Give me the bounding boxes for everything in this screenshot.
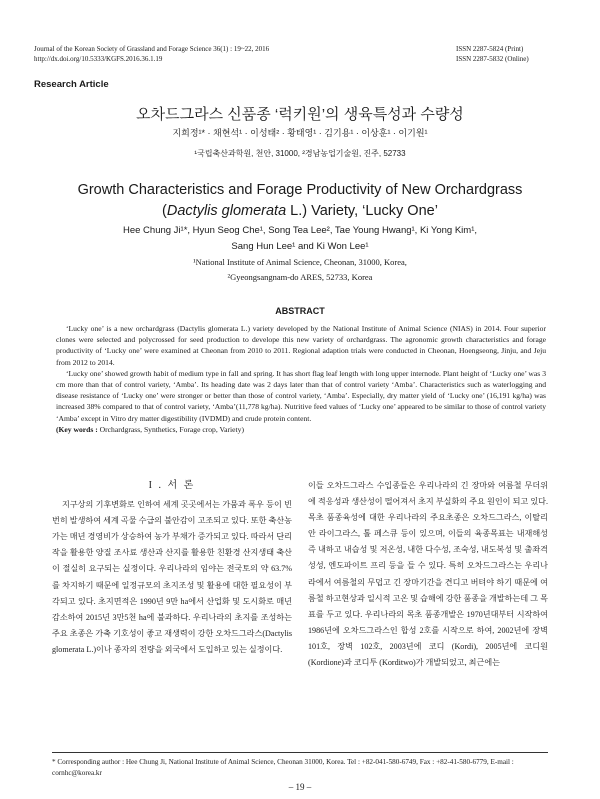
abstract-paragraph-2: ‘Lucky one’ showed growth habit of medium type in fall and spring. It has short flag leaf length with long upper internode. Plant height of ‘Lucky one’ was 3 cm more than that of control variety, ‘Amba’. Its heading date was 2 days later than that of control variety ‘Amba’. Characteristics such as waterlogging and disease resistance of ‘Lucky one’ were stronger or better than those of control variety, ‘Amba’. Especially, dry matter yield of ‘Lucky one’ (16,191 kg/ha) was increased 38% compared to that of control variety, ‘Amba’(11,778 kg/ha). Nutritive feed values of ‘Lucky one’ appeared to be similar to those of control variety ‘Amba’ except in Vitro dry matter digestibility (IVDMD) and crude protein content. [56,368,546,423]
english-title [0,180,600,222]
species-name: Dactylis glomerata [166,203,287,219]
korean-authors: 지희정¹* · 채현석¹ · 이성태² · 황태영¹ · 김기용¹ · 이상훈¹ · 이기원¹ [172,128,428,138]
body-column-left [52,478,292,658]
issn-online: ISSN 2287-5832 (Online) [456,55,529,63]
korean-title: 오차드그라스 신품종 ‘럭키원’의 생육특성과 수량성 [136,106,464,123]
corresponding-author-footnote: * Corresponding author : Hee Chung Ji, National Institute of Animal Science, Cheonan 31000, Korea. Tel : +82-041-580-6749, Fax : +82-41-580-6779, E-mail : cornhc@korea.kr [52,758,514,777]
abstract-heading: ABSTRACT [275,306,325,316]
english-title-line2: (Dactylis glomerata L.) Variety, ‘Lucky One’ [162,203,438,219]
body-paragraph-right: 이들 오차드그라스 수입종들은 우리나라의 긴 장마와 여름철 무더위에 적응성과 생산성이 떨어져서 초지 부실화의 주요 원인이 되고 있다. 목초 품종육성에 대한 우리나라의 주요초종은 오차드그라스, 이탈리안 라이그라스, 톨 페스큐 등이 있으며, 이들의 육종목표는 내재해성 즉 내하고 내습성 및 저온성, 내한 다수성, 조숙성, 내도복성 및 출좌격성성, 엔도파이트 프리 등을 들 수 있다. 특히 오차드그라스는 우리나라에서 여름철의 무덥고 긴 장마기간을 견디고 버텨야 하기 때문에 여름철 하고현상과 일시적 고온 및 습해에 강한 품종을 개발하는데 그 목표를 두고 있다. 우리나라의 목초 품종개발은 1970년대부터 시작하여 1986년에 오차드그라스인 합성 2호를 시작으로 하여, 2002년에 장벽 101호, 장벽 102호, 2003년에 코디 (Kordi), 2005년에 코디원 (Kordione)과 코디투 (Korditwo)가 개발되었고, 최근에는 [308,481,548,668]
english-authors-line1: Hee Chung Ji¹*, Hyun Seog Che¹, Song Tea Lee², Tae Young Hwang¹, Ki Yong Kim¹, [122,225,477,236]
english-authors-line2: Sang Hun Lee¹ and Ki Won Lee¹ [231,241,369,252]
body-column-right [308,478,548,671]
journal-header [34,44,566,64]
english-title-line1: Growth Characteristics and Forage Productivity of New Orchardgrass [77,182,523,198]
page-number: – 19 – [288,782,312,792]
journal-citation: Journal of the Korean Society of Grassland and Forage Science 36(1) : 19~22, 2016 [34,45,270,53]
body-paragraph-left: 지구상의 기후변화로 인하여 세계 곳곳에서는 가뭄과 폭우 등이 빈번히 발생하여 세계 곡물 수급의 불안감이 고조되고 있다. 또한 축산농가는 매년 경영비가 상승하여 농가 부채가 증가되고 있다. 따라서 단리작을 활용한 양질 조사료 생산과 산지를 활용한 친환경 산지생태 축산이 절실히 요구되는 실정이다. 우리나라의 임야는 전국토의 약 63.7%를 차지하기 때문에 일정규모의 초지조성 및 활용에 대한 필요성이 부각되고 있다. 초지면적은 1990년 9만 ha에서 산업화 및 도시화로 매년 감소하여 2015년 3만5천 ha에 불과하다. 우리나라의 초지를 조성하는 주요 초종은 가축 기호성이 좋고 재생력이 강한 오차드그라스(Dactylis glomerata L.)이나 종자의 전량을 외국에서 도입하고 있는 실정이다. [52,500,292,654]
keywords-text: Orchardgrass, Synthetics, Forage crop, Variety) [97,424,244,434]
issn-print: ISSN 2287-5824 (Print) [456,45,524,53]
footnote-divider [52,752,548,753]
english-affiliation-1: ¹National Institute of Animal Science, Cheonan, 31000, Korea, [193,257,407,267]
section-title-introduction: I . 서 론 [148,480,196,491]
article-type: Research Article [34,79,109,90]
english-affiliations [0,255,600,285]
keywords [56,424,546,435]
issn-block [456,44,566,64]
abstract-body [56,323,546,435]
english-authors [90,223,510,255]
english-affiliation-2: ²Gyeongsangnam-do ARES, 52733, Korea [227,272,373,282]
abstract-paragraph-1: ‘Lucky one’ is a new orchardgrass (Dactylis glomerata L.) variety developed by the National Institute of Animal Science (NIAS) in 2014. Four superior clones were selected and polycrossed for seed production to develope this new variety of orchardgrass. The agronomic growth characteristics and forage productivity of ‘Lucky one’ were examined at Cheonan from 2010 to 2011. Regional adaption trials were conducted in Cheonan, Hoengseong, Jinju, and Jeju from 2012 to 2014. [56,324,546,367]
korean-affiliations: ¹국립축산과학원, 천안, 31000, ²경남농업기술원, 진주, 52733 [194,149,406,158]
journal-doi[interactable]: http://dx.doi.org/10.5333/KGFS.2016.36.1.19 [34,55,163,63]
keywords-label: (Key words : [56,424,98,434]
